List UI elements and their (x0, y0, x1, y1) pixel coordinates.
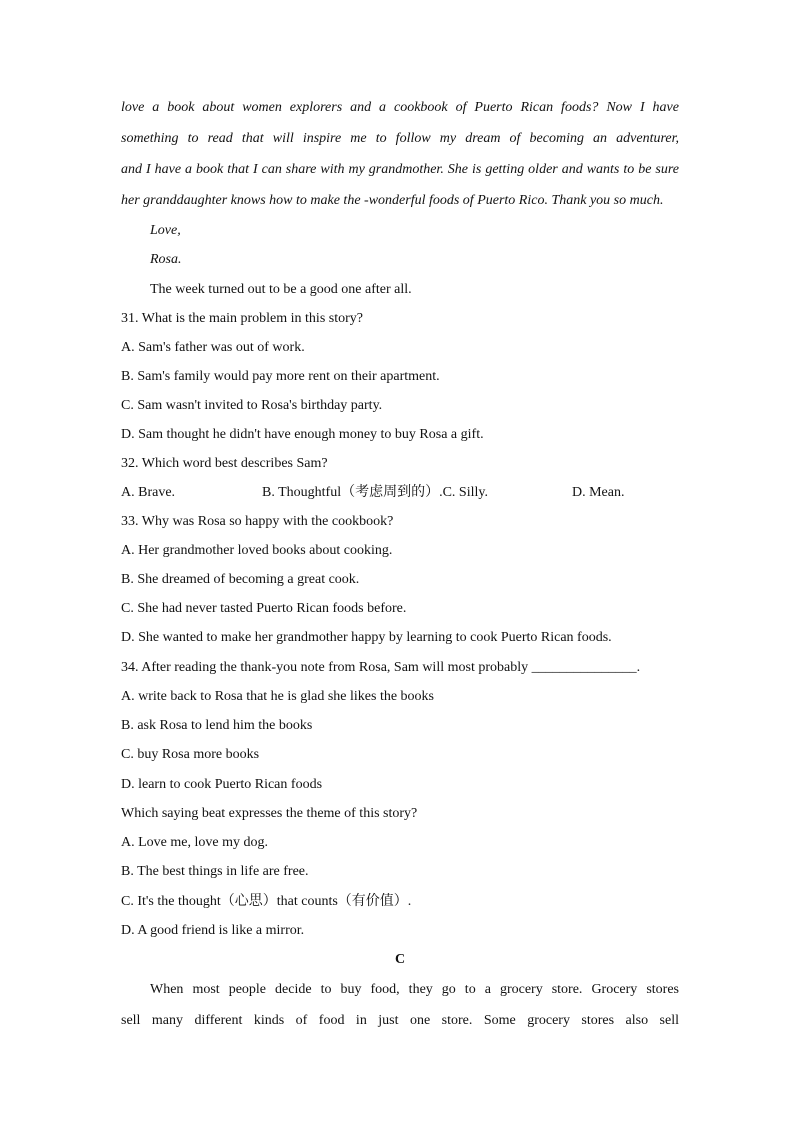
narrative-end: The week turned out to be a good one after all. (150, 282, 412, 297)
section-heading: C (394, 952, 406, 967)
answer-option: C. Sam wasn't invited to Rosa's birthday party. (121, 398, 383, 413)
answer-option: A. write back to Rosa that he is glad she likes the books (121, 689, 434, 704)
answer-option: D. A good friend is like a mirror. (121, 923, 305, 938)
question-stem: Which saying beat expresses the theme of this story? (121, 806, 418, 821)
answer-option: B. She dreamed of becoming a great cook. (121, 572, 360, 587)
answer-option: B. Sam's family would pay more rent on their apartment. (121, 369, 440, 384)
answer-option: A. Sam's father was out of work. (121, 340, 305, 355)
question-stem: 31. What is the main problem in this story? (121, 311, 363, 326)
answer-option: A. Brave. (121, 485, 176, 500)
letter-closing: Love, (150, 223, 181, 238)
question-stem: 32. Which word best describes Sam? (121, 456, 328, 471)
answer-option: D. She wanted to make her grandmother happy by learning to cook Puerto Rican foods. (121, 630, 612, 645)
answer-option: B. ask Rosa to lend him the books (121, 718, 313, 733)
letter-line: something to read that will inspire me to follow my dream of becoming an adventurer, (121, 131, 679, 146)
answer-option: C. It's the thought（心思）that counts（有价值）. (121, 894, 412, 909)
answer-option: B. Thoughtful（考虑周到的）.C. Silly. (262, 485, 488, 500)
answer-option: B. The best things in life are free. (121, 864, 309, 879)
answer-option: D. learn to cook Puerto Rican foods (121, 777, 323, 792)
answer-option: C. buy Rosa more books (121, 747, 260, 762)
answer-option: D. Mean. (572, 485, 625, 500)
answer-option: C. She had never tasted Puerto Rican foods before. (121, 601, 407, 616)
question-stem: 33. Why was Rosa so happy with the cookbook? (121, 514, 394, 529)
passage-line: When most people decide to buy food, they go to a grocery store. Grocery stores (150, 982, 679, 997)
answer-option: D. Sam thought he didn't have enough money to buy Rosa a gift. (121, 427, 484, 442)
answer-option: A. Love me, love my dog. (121, 835, 268, 850)
letter-signature: Rosa. (150, 252, 182, 267)
letter-line: her granddaughter knows how to make the -wonderful foods of Puerto Rico. Thank you so much. (121, 193, 664, 208)
letter-line: and I have a book that I can share with my grandmother. She is getting older and wants to be sure (121, 162, 679, 177)
answer-option-row (121, 484, 681, 502)
letter-line: love a book about women explorers and a cookbook of Puerto Rican foods? Now I have (121, 100, 679, 115)
answer-option: A. Her grandmother loved books about cooking. (121, 543, 393, 558)
question-stem: 34. After reading the thank-you note from Rosa, Sam will most probably _______________. (121, 660, 641, 675)
passage-line: sell many different kinds of food in just one store. Some grocery stores also sell (121, 1013, 679, 1028)
